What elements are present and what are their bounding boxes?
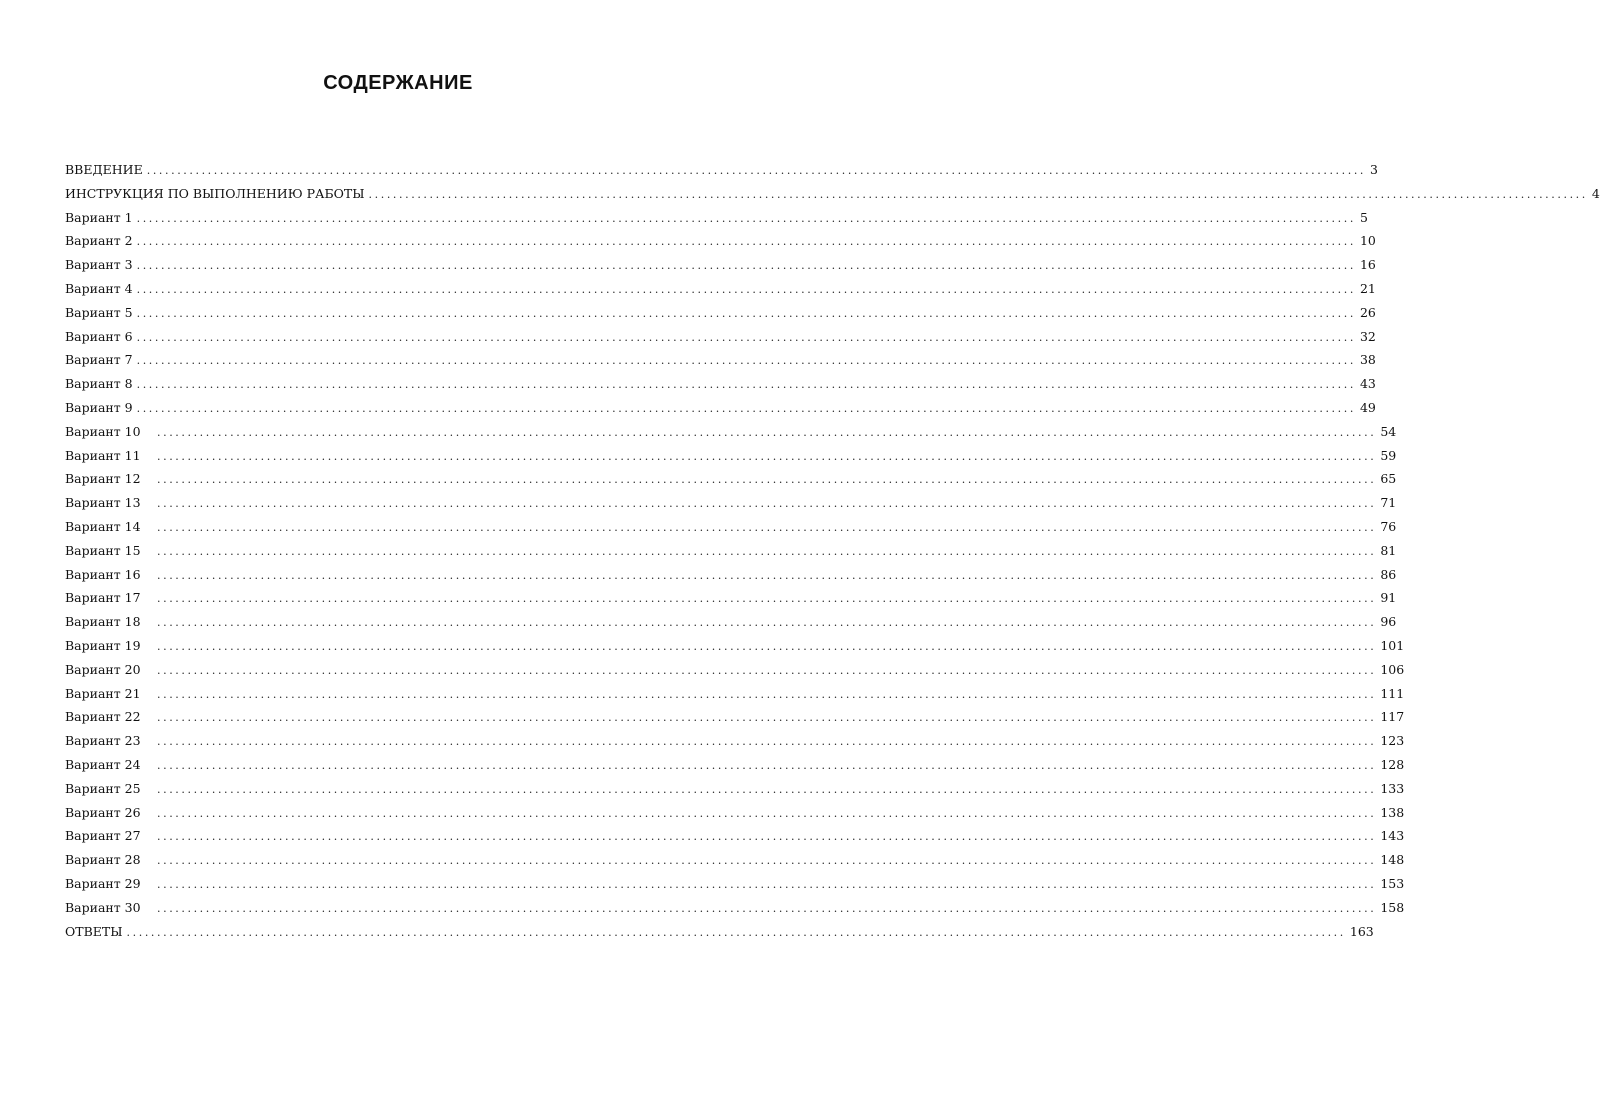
toc-entry-page: 111 [1380,685,1405,701]
toc-entry-page: 76 [1380,518,1397,534]
dot-leader: ........................................................................................................................................................................................................ [157,901,1377,915]
toc-entry-label: Вариант 8 [65,376,133,392]
toc-entry[interactable] [65,707,1405,731]
toc-entry-label: Вариант 25 [65,780,141,796]
toc-entry-label: Вариант 16 [65,566,141,582]
toc-entry[interactable] [65,374,1376,398]
dot-leader: ........................................................................................................................................................................................................ [146,164,1367,177]
page-title: СОДЕРЖАНИЕ [323,72,473,94]
dot-leader: ........................................................................................................................................................................................................ [157,830,1377,844]
toc-entry-label: Вариант 18 [65,614,141,630]
toc-entry-page: 123 [1380,733,1405,749]
dot-leader: ........................................................................................................................................................................................................ [157,663,1377,677]
dot-leader: ........................................................................................................................................................................................................ [157,449,1377,463]
toc-entry[interactable] [65,850,1405,874]
toc-entry[interactable] [65,493,1397,517]
toc-entry-page: 101 [1380,637,1405,653]
dot-leader: ........................................................................................................................................................................................................ [157,782,1377,796]
dot-leader: ........................................................................................................................................................................................................ [157,854,1377,868]
dot-leader: ........................................................................................................................................................................................................ [157,544,1377,558]
toc-entry[interactable] [65,612,1397,636]
dot-leader: ........................................................................................................................................................................................................ [157,735,1377,749]
toc-entry-page: 71 [1380,495,1397,511]
toc-entry[interactable] [65,755,1405,779]
toc-entry-page: 106 [1380,661,1405,677]
toc-entry-label: Вариант 7 [65,352,133,368]
toc-entry-label: Вариант 30 [65,899,141,915]
dot-leader: ........................................................................................................................................................................................................ [136,259,1356,273]
dot-leader: ........................................................................................................................................................................................................ [368,187,1588,201]
toc-entry[interactable] [65,231,1376,255]
toc-entry-page: 86 [1380,566,1397,582]
toc-entry-label: ИНСТРУКЦИЯ ПО ВЫПОЛНЕНИЮ РАБОТЫ [65,185,365,201]
toc-entry[interactable] [65,541,1397,565]
toc-entry[interactable] [65,684,1405,708]
dot-leader: ........................................................................................................................................................................................................ [157,639,1377,653]
toc-entry-label: Вариант 22 [65,709,141,725]
toc-entry-page: 21 [1359,280,1376,296]
toc-entry[interactable] [65,922,1374,946]
dot-leader: ........................................................................................................................................................................................................ [136,282,1356,296]
toc-entry-page: 4 [1591,185,1600,201]
toc-entry[interactable] [65,184,1600,208]
toc-entry-label: Вариант 9 [65,399,133,415]
toc-entry-label: Вариант 29 [65,875,141,891]
toc-entry-label: Вариант 5 [65,304,133,320]
toc-entry[interactable] [65,803,1405,827]
dot-leader: ........................................................................................................................................................................................................ [157,568,1377,582]
toc-entry-label: Вариант 11 [65,447,141,463]
dot-leader: ........................................................................................................................................................................................................ [157,806,1377,820]
dot-leader: ........................................................................................................................................................................................................ [157,616,1377,630]
toc-entry[interactable] [65,303,1376,327]
dot-leader: ........................................................................................................................................................................................................ [157,877,1377,891]
dot-leader: ........................................................................................................................................................................................................ [136,330,1356,344]
toc-entry[interactable] [65,660,1405,684]
dot-leader: ........................................................................................................................................................................................................ [157,711,1377,725]
toc-entry-page: 10 [1359,233,1376,249]
toc-entry-label: Вариант 4 [65,280,133,296]
toc-entry-page: 138 [1380,804,1405,820]
toc-entry[interactable] [65,422,1397,446]
toc-entry-page: 163 [1349,923,1374,939]
toc-entry-label: Вариант 15 [65,542,141,558]
toc-entry-page: 148 [1380,852,1405,868]
toc-entry[interactable] [65,779,1405,803]
toc-entry-page: 5 [1359,209,1368,225]
dot-leader: ........................................................................................................................................................................................................ [157,592,1377,606]
toc-entry[interactable] [65,517,1397,541]
toc-entry-label: ВВЕДЕНИЕ [65,162,143,177]
toc-entry-label: Вариант 1 [65,209,133,225]
dot-leader: ........................................................................................................................................................................................................ [157,520,1377,534]
toc-entry-label: Вариант 23 [65,733,141,749]
dot-leader: ........................................................................................................................................................................................................ [136,378,1356,392]
toc-entry-label: Вариант 12 [65,471,141,487]
toc-entry[interactable] [65,350,1376,374]
toc-entry-page: 117 [1380,709,1405,725]
toc-entry[interactable] [65,898,1405,922]
dot-leader: ........................................................................................................................................................................................................ [157,758,1377,772]
toc-entry[interactable] [65,826,1405,850]
toc-entry-page: 128 [1380,756,1405,772]
dot-leader: ........................................................................................................................................................................................................ [157,687,1377,701]
toc-entry-label: Вариант 13 [65,495,141,511]
toc-entry-page: 43 [1359,376,1376,392]
dot-leader: ........................................................................................................................................................................................................ [126,925,1346,939]
toc-entry-page: 81 [1380,542,1397,558]
toc-entry[interactable] [65,327,1376,351]
toc-entry[interactable] [65,279,1376,303]
toc-entry-label: Вариант 20 [65,661,141,677]
toc-entry-label: Вариант 2 [65,233,133,249]
toc-entry-page: 65 [1380,471,1397,487]
toc-entry[interactable] [65,255,1376,279]
toc-entry[interactable] [65,588,1397,612]
toc-entry-page: 16 [1359,257,1376,273]
toc-entry-label: ОТВЕТЫ [65,923,123,939]
dot-leader: ........................................................................................................................................................................................................ [136,401,1356,415]
toc-entry-page: 3 [1370,162,1378,177]
dot-leader: ........................................................................................................................................................................................................ [157,473,1377,487]
toc-entry-label: Вариант 17 [65,590,141,606]
toc-entry[interactable] [65,398,1376,422]
toc-entry-label: Вариант 26 [65,804,141,820]
dot-leader: ........................................................................................................................................................................................................ [136,354,1356,368]
toc-entry[interactable] [65,469,1397,493]
table-of-contents [65,160,1600,945]
toc-entry[interactable] [65,208,1368,232]
dot-leader: ........................................................................................................................................................................................................ [157,425,1377,439]
toc-entry-page: 91 [1380,590,1397,606]
toc-entry-page: 49 [1359,399,1376,415]
toc-entry-label: Вариант 24 [65,756,141,772]
toc-entry[interactable] [65,731,1405,755]
toc-entry-page: 153 [1380,875,1405,891]
toc-entry-label: Вариант 6 [65,328,133,344]
toc-entry-page: 133 [1380,780,1405,796]
toc-entry-label: Вариант 21 [65,685,141,701]
toc-entry-page: 26 [1359,304,1376,320]
toc-entry-page: 54 [1380,423,1397,439]
toc-entry-label: Вариант 10 [65,423,141,439]
dot-leader: ........................................................................................................................................................................................................ [136,306,1356,320]
toc-entry-page: 59 [1380,447,1397,463]
toc-entry-page: 38 [1359,352,1376,368]
toc-entry[interactable] [65,636,1405,660]
toc-entry-label: Вариант 28 [65,852,141,868]
toc-entry-label: Вариант 3 [65,257,133,273]
toc-entry-page: 32 [1359,328,1376,344]
toc-entry-page: 158 [1380,899,1405,915]
toc-entry-label: Вариант 19 [65,637,141,653]
toc-entry-page: 96 [1380,614,1397,630]
toc-entry[interactable] [65,160,1378,184]
toc-entry[interactable] [65,565,1397,589]
dot-leader: ........................................................................................................................................................................................................ [136,235,1356,249]
dot-leader: ........................................................................................................................................................................................................ [157,497,1377,511]
dot-leader: ........................................................................................................................................................................................................ [136,211,1356,225]
toc-entry-label: Вариант 14 [65,518,141,534]
toc-entry[interactable] [65,446,1397,470]
toc-entry-page: 143 [1380,828,1405,844]
toc-entry[interactable] [65,874,1405,898]
toc-entry-label: Вариант 27 [65,828,141,844]
